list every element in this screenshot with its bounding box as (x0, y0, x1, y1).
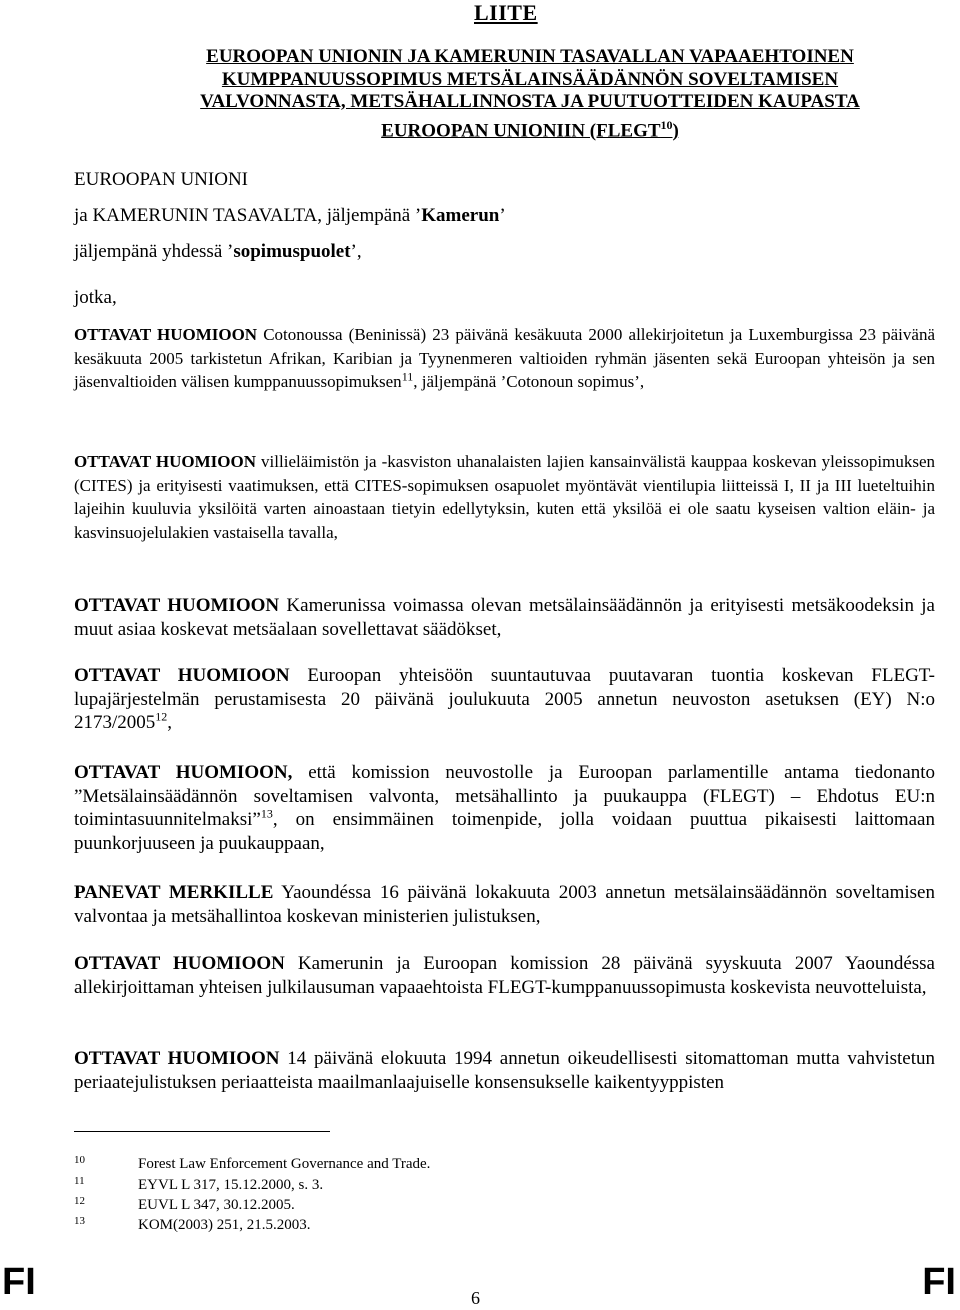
page-number: 6 (471, 1288, 480, 1308)
recital-2: OTTAVAT HUOMIOON villieläimistön ja -kasviston uhanalaisten lajien kansainvälistä kauppaa koskevan yleissopimuksen (CITES) ja erityisesti vaatimuksen, että CITES-sopimuksen osapuolet myöntävät vientilupia liitteissä I, II ja III lueteltuihin lajeihin kuuluvia yksilöitä varten ainoastaan tietyin edellytyksin, kuten että yksilöä ei ole saatu kyseisen valtion eläin- ja kasvinsuojelulakien vastaisella tavalla, (74, 452, 935, 542)
recital-7: OTTAVAT HUOMIOON Kamerunin ja Euroopan komission 28 päivänä syyskuuta 2007 Yaoundéssa allekirjoittaman yhteisen julkilausuman vapaaehtoista FLEGT-kumppanuussopimusta koskevista neuvotteluista, (74, 953, 935, 998)
footer-language-left: FI (2, 1261, 36, 1303)
annex-label: LIITE (474, 0, 538, 25)
title-line-4: EUROOPAN UNIONIIN (FLEGT$^{10}$) (381, 117, 679, 141)
footnote-ref-13: 13 (260, 806, 273, 821)
recital-3: OTTAVAT HUOMIOON Kamerunissa voimassa olevan metsälainsäädännön ja erityisesti metsäkoodeksin ja muut asiaa koskevat metsäalaan sovellettavat säädökset, (74, 595, 935, 640)
title-line-3: VALVONNASTA, METSÄHALLINNOSTA JA PUUTUOTTEIDEN KAUPASTA (200, 91, 860, 112)
recital-8: OTTAVAT HUOMIOON 14 päivänä elokuuta 1994 annetun oikeudellisesti sitomattoman mutta vahvistetun periaatejulistuksen periaatteista maailmanlaajuiselle konsensukselle kaikentyyppisten (74, 1048, 935, 1093)
party-eu: EUROOPAN UNIONI (74, 169, 248, 190)
footnote-ref-11: 11 (401, 369, 414, 384)
footnote-ref-12: 12 (155, 709, 168, 724)
parties-together: jäljempänä yhdessä ’sopimuspuolet’, (74, 241, 362, 262)
title-line-2: KUMPPANUUSSOPIMUS METSÄLAINSÄÄDÄNNÖN SOVELTAMISEN (221, 68, 839, 90)
footnote-ref-10: 10 (660, 117, 673, 132)
document-title (100, 46, 960, 142)
footnote-separator (74, 1131, 330, 1132)
party-cameroon: ja KAMERUNIN TASAVALTA, jäljempänä ’Kamerun’ (74, 205, 506, 226)
recital-5: OTTAVAT HUOMIOON, että komission neuvostolle ja Euroopan parlamentille antama tiedonanto ”Metsälainsäädännön soveltamisen valvonta, metsähallinto ja puukauppa (FLEGT) – Ehdotus EU:n toimintasuunnitelmaksi”$^{13}$, on ensimmäinen toimenpide, jolla voidaan puuttua pikaisesti laittomaan puunkorjuuseen ja puukauppaan, (74, 762, 936, 854)
jotka-label: jotka, (74, 287, 117, 308)
recital-1: OTTAVAT HUOMIOON Cotonoussa (Beninissä) 23 päivänä kesäkuuta 2000 allekirjoitetun ja Luxemburgissa 23 päivänä kesäkuuta 2005 tarkistetun Afrikan, Karibian ja Tyynenmeren valtioiden ryhmän jäsenten sekä Euroopan yhteisön ja sen jäsenvaltioiden välisen kumppanuussopimuksen$^{11}$, jäljempänä ’Cotonoun sopimus’, (74, 325, 935, 391)
recital-4: OTTAVAT HUOMIOON Euroopan yhteisöön suuntautuvaa puutavaran tuontia koskevan FLEGT-lupajärjestelmän perustamisesta 20 päivänä joulukuuta 2005 annetun neuvoston asetuksen (EY) N:o 2173/2005$^{12}$, (74, 665, 935, 734)
recital-6: PANEVAT MERKILLE Yaoundéssa 16 päivänä lokakuuta 2003 annetun metsälainsäädännön soveltamisen valvontaa ja metsähallintoa koskevan ministerien julistuksen, (74, 882, 935, 927)
footer-language-right: FI (922, 1261, 956, 1303)
title-line-1: EUROOPAN UNIONIN JA KAMERUNIN TASAVALLAN VAPAAEHTOINEN (206, 46, 854, 67)
